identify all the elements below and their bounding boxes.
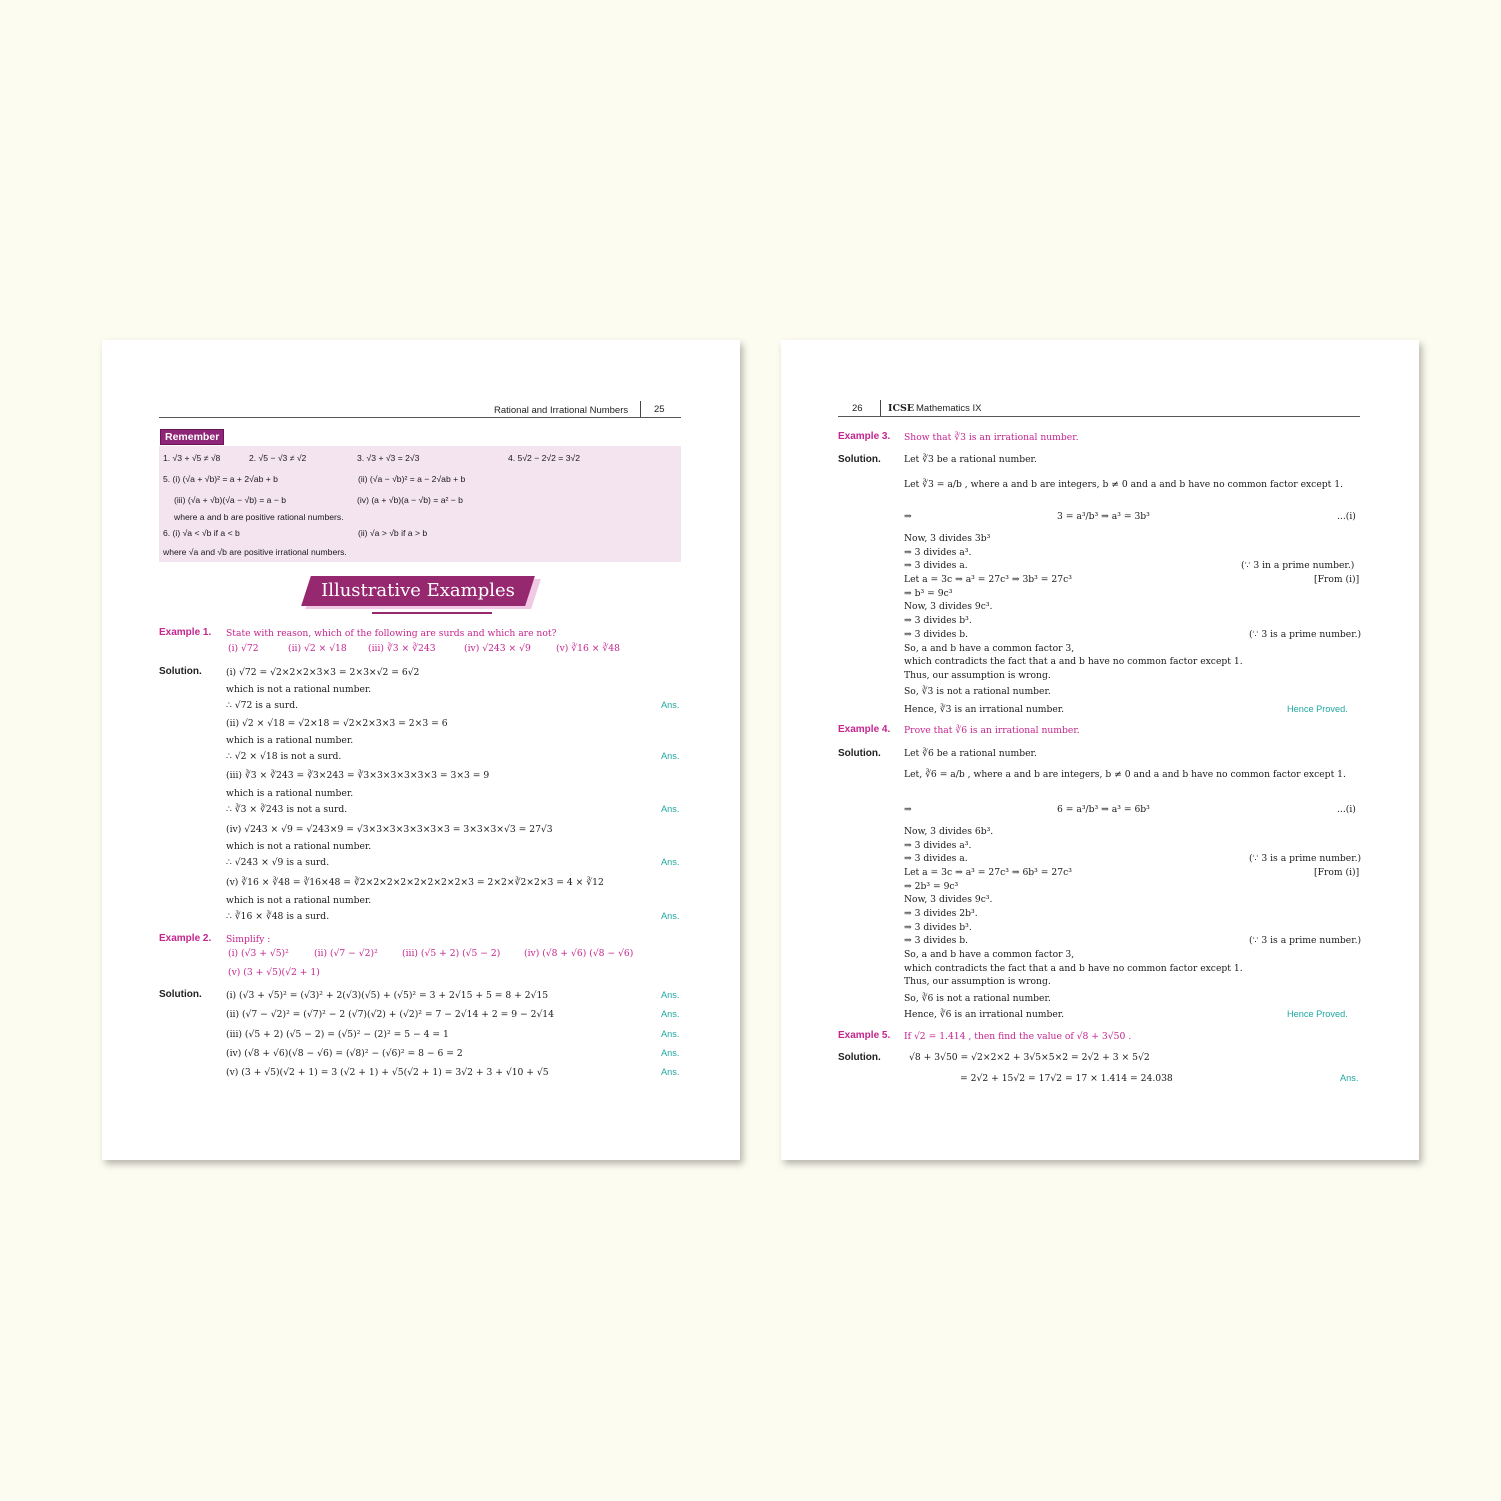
example-label: Example 2. xyxy=(159,933,212,944)
remember-item: (iii) (√a + √b)(√a − √b) = a − b xyxy=(174,495,287,505)
remember-item: 4. 5√2 − 2√2 = 3√2 xyxy=(508,453,580,463)
solution-line: ⇒ 3 divides a. xyxy=(904,853,968,864)
solution-line: which is not a rational number. xyxy=(226,895,372,906)
solution-line: ∴ √243 × √9 is a surd. xyxy=(226,857,330,868)
reason-note: (∵ 3 is a prime number.) xyxy=(1249,629,1362,640)
solution-line: (v) (3 + √5)(√2 + 1) = 3 (√2 + 1) + √5(√2 + 1) = 3√2 + 3 + √10 + √5 xyxy=(226,1067,549,1078)
answer-marker: Ans. xyxy=(661,1067,680,1077)
answer-marker: Ans. xyxy=(661,990,680,1000)
example-option: (v) ∛16 × ∛48 xyxy=(556,643,620,654)
example-label: Example 3. xyxy=(838,431,891,442)
example-question: Prove that ∛6 is an irrational number. xyxy=(904,725,1080,736)
solution-label: Solution. xyxy=(159,989,202,1000)
remember-tag: Remember xyxy=(160,429,224,445)
solution-line: Thus, our assumption is wrong. xyxy=(904,670,1051,681)
page-number: 25 xyxy=(654,404,665,415)
header-title: Mathematics IX xyxy=(916,403,982,414)
example-option: (iii) ∛3 × ∛243 xyxy=(368,643,436,654)
example-label: Example 4. xyxy=(838,724,891,735)
solution-line: Let a = 3c ⇒ a³ = 27c³ ⇒ 3b³ = 27c³ xyxy=(904,574,1072,585)
remember-item: 1. √3 + √5 ≠ √8 xyxy=(163,453,221,463)
answer-marker: Ans. xyxy=(661,751,680,761)
solution-line: ⇒ 3 divides a³. xyxy=(904,840,972,851)
solution-line: So, ∛6 is not a rational number. xyxy=(904,993,1051,1004)
hence-proved: Hence Proved. xyxy=(1287,1009,1348,1019)
answer-marker: Ans. xyxy=(661,911,680,921)
solution-line: Thus, our assumption is wrong. xyxy=(904,976,1051,987)
solution-line: Now, 3 divides 6b³. xyxy=(904,826,994,837)
reason-note: (∵ 3 in a prime number.) xyxy=(1241,560,1355,571)
example-option: (ii) √2 × √18 xyxy=(288,643,347,654)
example-question: If √2 = 1.414 , then find the value of √8 + 3√50 . xyxy=(904,1031,1132,1042)
example-option: (iii) (√5 + 2) (√5 − 2) xyxy=(402,948,501,959)
solution-line: (iii) ∛3 × ∛243 = ∛3×243 = ∛3×3×3×3×3×3 = 3×3 = 9 xyxy=(226,770,490,781)
solution-line: (i) √72 = √2×2×2×3×3 = 2×3×√2 = 6√2 xyxy=(226,667,420,678)
equation: 3 = a³/b³ ⇒ a³ = 3b³ xyxy=(1057,511,1150,522)
reason-note: (∵ 3 is a prime number.) xyxy=(1249,853,1362,864)
solution-line: Now, 3 divides 3b³ xyxy=(904,533,991,544)
solution-line: ⇒ 3 divides b³. xyxy=(904,615,972,626)
solution-line: which is a rational number. xyxy=(226,788,354,799)
solution-line: ⇒ 3 divides b. xyxy=(904,935,969,946)
remember-note: where a and b are positive rational numbers. xyxy=(174,512,344,522)
answer-marker: Ans. xyxy=(661,1029,680,1039)
implies-sign: ⇒ xyxy=(904,804,912,815)
right-page xyxy=(781,340,1419,1160)
solution-line: ∴ ∛16 × ∛48 is a surd. xyxy=(226,911,330,922)
solution-line: (ii) (√7 − √2)² = (√7)² − 2 (√7)(√2) + (√2)² = 7 − 2√14 + 2 = 9 − 2√14 xyxy=(226,1009,554,1020)
example-option: (i) (√3 + √5)² xyxy=(228,948,289,959)
example-question: Simplify : xyxy=(226,934,271,945)
solution-line: Let, ∛6 = a/b , where a and b are integers, b ≠ 0 and a and b have no common factor except 1. xyxy=(904,769,1346,780)
remember-item: 3. √3 + √3 = 2√3 xyxy=(357,453,420,463)
example-label: Example 1. xyxy=(159,627,212,638)
solution-line: √8 + 3√50 = √2×2×2 + 3√5×5×2 = 2√2 + 3 × 5√2 xyxy=(909,1052,1150,1063)
reason-note: [From (i)] xyxy=(1314,867,1360,878)
reason-note: (∵ 3 is a prime number.) xyxy=(1249,935,1362,946)
example-option: (iv) √243 × √9 xyxy=(464,643,531,654)
solution-label: Solution. xyxy=(838,1052,881,1063)
example-question: Show that ∛3 is an irrational number. xyxy=(904,432,1079,443)
solution-line: which contradicts the fact that a and b have no common factor except 1. xyxy=(904,963,1243,974)
header-separator xyxy=(640,401,641,417)
solution-line: Now, 3 divides 9c³. xyxy=(904,894,993,905)
solution-line: which contradicts the fact that a and b have no common factor except 1. xyxy=(904,656,1243,667)
solution-line: ∴ √2 × √18 is not a surd. xyxy=(226,751,342,762)
answer-marker: Ans. xyxy=(661,1009,680,1019)
solution-line: Hence, ∛3 is an irrational number. xyxy=(904,704,1065,715)
solution-line: ⇒ b³ = 9c³ xyxy=(904,588,953,599)
solution-line: (iv) (√8 + √6)(√8 − √6) = (√8)² − (√6)² = 8 − 6 = 2 xyxy=(226,1048,463,1059)
solution-line: So, a and b have a common factor 3, xyxy=(904,643,1075,654)
example-option: (iv) (√8 + √6) (√8 − √6) xyxy=(524,948,634,959)
remember-item: (ii) √a > √b if a > b xyxy=(358,528,428,538)
header-brand: ICSE xyxy=(888,403,915,414)
remember-item: 5. (i) (√a + √b)² = a + 2√ab + b xyxy=(163,474,278,484)
remember-item: (iv) (a + √b)(a − √b) = a² − b xyxy=(357,495,463,505)
example-option: (v) (3 + √5)(√2 + 1) xyxy=(228,967,320,978)
solution-line: ⇒ 3 divides b³. xyxy=(904,922,972,933)
equation-tag: ...(i) xyxy=(1337,804,1356,815)
solution-line: (v) ∛16 × ∛48 = ∛16×48 = ∛2×2×2×2×2×2×2×2×3 = 2×2×∛2×2×3 = 4 × ∛12 xyxy=(226,877,604,888)
left-page xyxy=(102,340,740,1160)
solution-line: which is not a rational number. xyxy=(226,684,372,695)
solution-line: So, ∛3 is not a rational number. xyxy=(904,686,1051,697)
remember-item: 2. √5 − √3 ≠ √2 xyxy=(249,453,307,463)
equation: 6 = a³/b³ ⇒ a³ = 6b³ xyxy=(1057,804,1150,815)
running-head-title: Rational and Irrational Numbers xyxy=(494,405,629,416)
example-option: (ii) (√7 − √2)² xyxy=(314,948,378,959)
solution-line: ⇒ 3 divides b. xyxy=(904,629,969,640)
example-label: Example 5. xyxy=(838,1030,891,1041)
remember-note: where √a and √b are positive irrational numbers. xyxy=(163,547,347,557)
solution-label: Solution. xyxy=(838,748,881,759)
solution-line: Let ∛3 be a rational number. xyxy=(904,454,1037,465)
answer-marker: Ans. xyxy=(661,1048,680,1058)
solution-label: Solution. xyxy=(159,666,202,677)
hence-proved: Hence Proved. xyxy=(1287,704,1348,714)
remember-item: 6. (i) √a < √b if a < b xyxy=(163,528,240,538)
implies-sign: ⇒ xyxy=(904,511,912,522)
illustrative-examples-banner xyxy=(302,576,542,610)
answer-marker: Ans. xyxy=(1340,1073,1359,1083)
solution-line: which is a rational number. xyxy=(226,735,354,746)
equation-tag: ...(i) xyxy=(1337,511,1356,522)
solution-line: ⇒ 2b³ = 9c³ xyxy=(904,881,959,892)
solution-line: Let ∛3 = a/b , where a and b are integers, b ≠ 0 and a and b have no common factor except 1. xyxy=(904,479,1344,490)
solution-line: = 2√2 + 15√2 = 17√2 = 17 × 1.414 = 24.038 xyxy=(960,1073,1173,1084)
solution-line: ⇒ 3 divides a. xyxy=(904,560,968,571)
page-number: 26 xyxy=(852,403,863,414)
remember-item: (ii) (√a − √b)² = a − 2√ab + b xyxy=(358,474,466,484)
answer-marker: Ans. xyxy=(661,700,680,710)
solution-line: Let a = 3c ⇒ a³ = 27c³ ⇒ 6b³ = 27c³ xyxy=(904,867,1072,878)
solution-line: So, a and b have a common factor 3, xyxy=(904,949,1075,960)
banner-title: Illustrative Examples xyxy=(321,580,515,601)
example-option: (i) √72 xyxy=(228,643,259,654)
solution-line: (iv) √243 × √9 = √243×9 = √3×3×3×3×3×3×3 = 3×3×3×√3 = 27√3 xyxy=(226,824,553,835)
solution-line: Let ∛6 be a rational number. xyxy=(904,748,1037,759)
answer-marker: Ans. xyxy=(661,804,680,814)
solution-line: (iii) (√5 + 2) (√5 − 2) = (√5)² − (2)² = 5 − 4 = 1 xyxy=(226,1029,449,1040)
example-question: State with reason, which of the following are surds and which are not? xyxy=(226,628,557,639)
solution-line: Now, 3 divides 9c³. xyxy=(904,601,993,612)
solution-line: Hence, ∛6 is an irrational number. xyxy=(904,1009,1065,1020)
reason-note: [From (i)] xyxy=(1314,574,1360,585)
header-rule xyxy=(838,416,1360,417)
header-separator xyxy=(880,400,881,416)
solution-line: (ii) √2 × √18 = √2×18 = √2×2×3×3 = 2×3 = 6 xyxy=(226,718,448,729)
solution-line: which is not a rational number. xyxy=(226,841,372,852)
solution-line: ∴ √72 is a surd. xyxy=(226,700,299,711)
solution-line: ∴ ∛3 × ∛243 is not a surd. xyxy=(226,804,348,815)
solution-line: ⇒ 3 divides a³. xyxy=(904,547,972,558)
solution-line: ⇒ 3 divides 2b³. xyxy=(904,908,978,919)
answer-marker: Ans. xyxy=(661,857,680,867)
solution-line: (i) (√3 + √5)² = (√3)² + 2(√3)(√5) + (√5)² = 3 + 2√15 + 5 = 8 + 2√15 xyxy=(226,990,549,1001)
header-rule xyxy=(159,417,681,418)
solution-label: Solution. xyxy=(838,454,881,465)
